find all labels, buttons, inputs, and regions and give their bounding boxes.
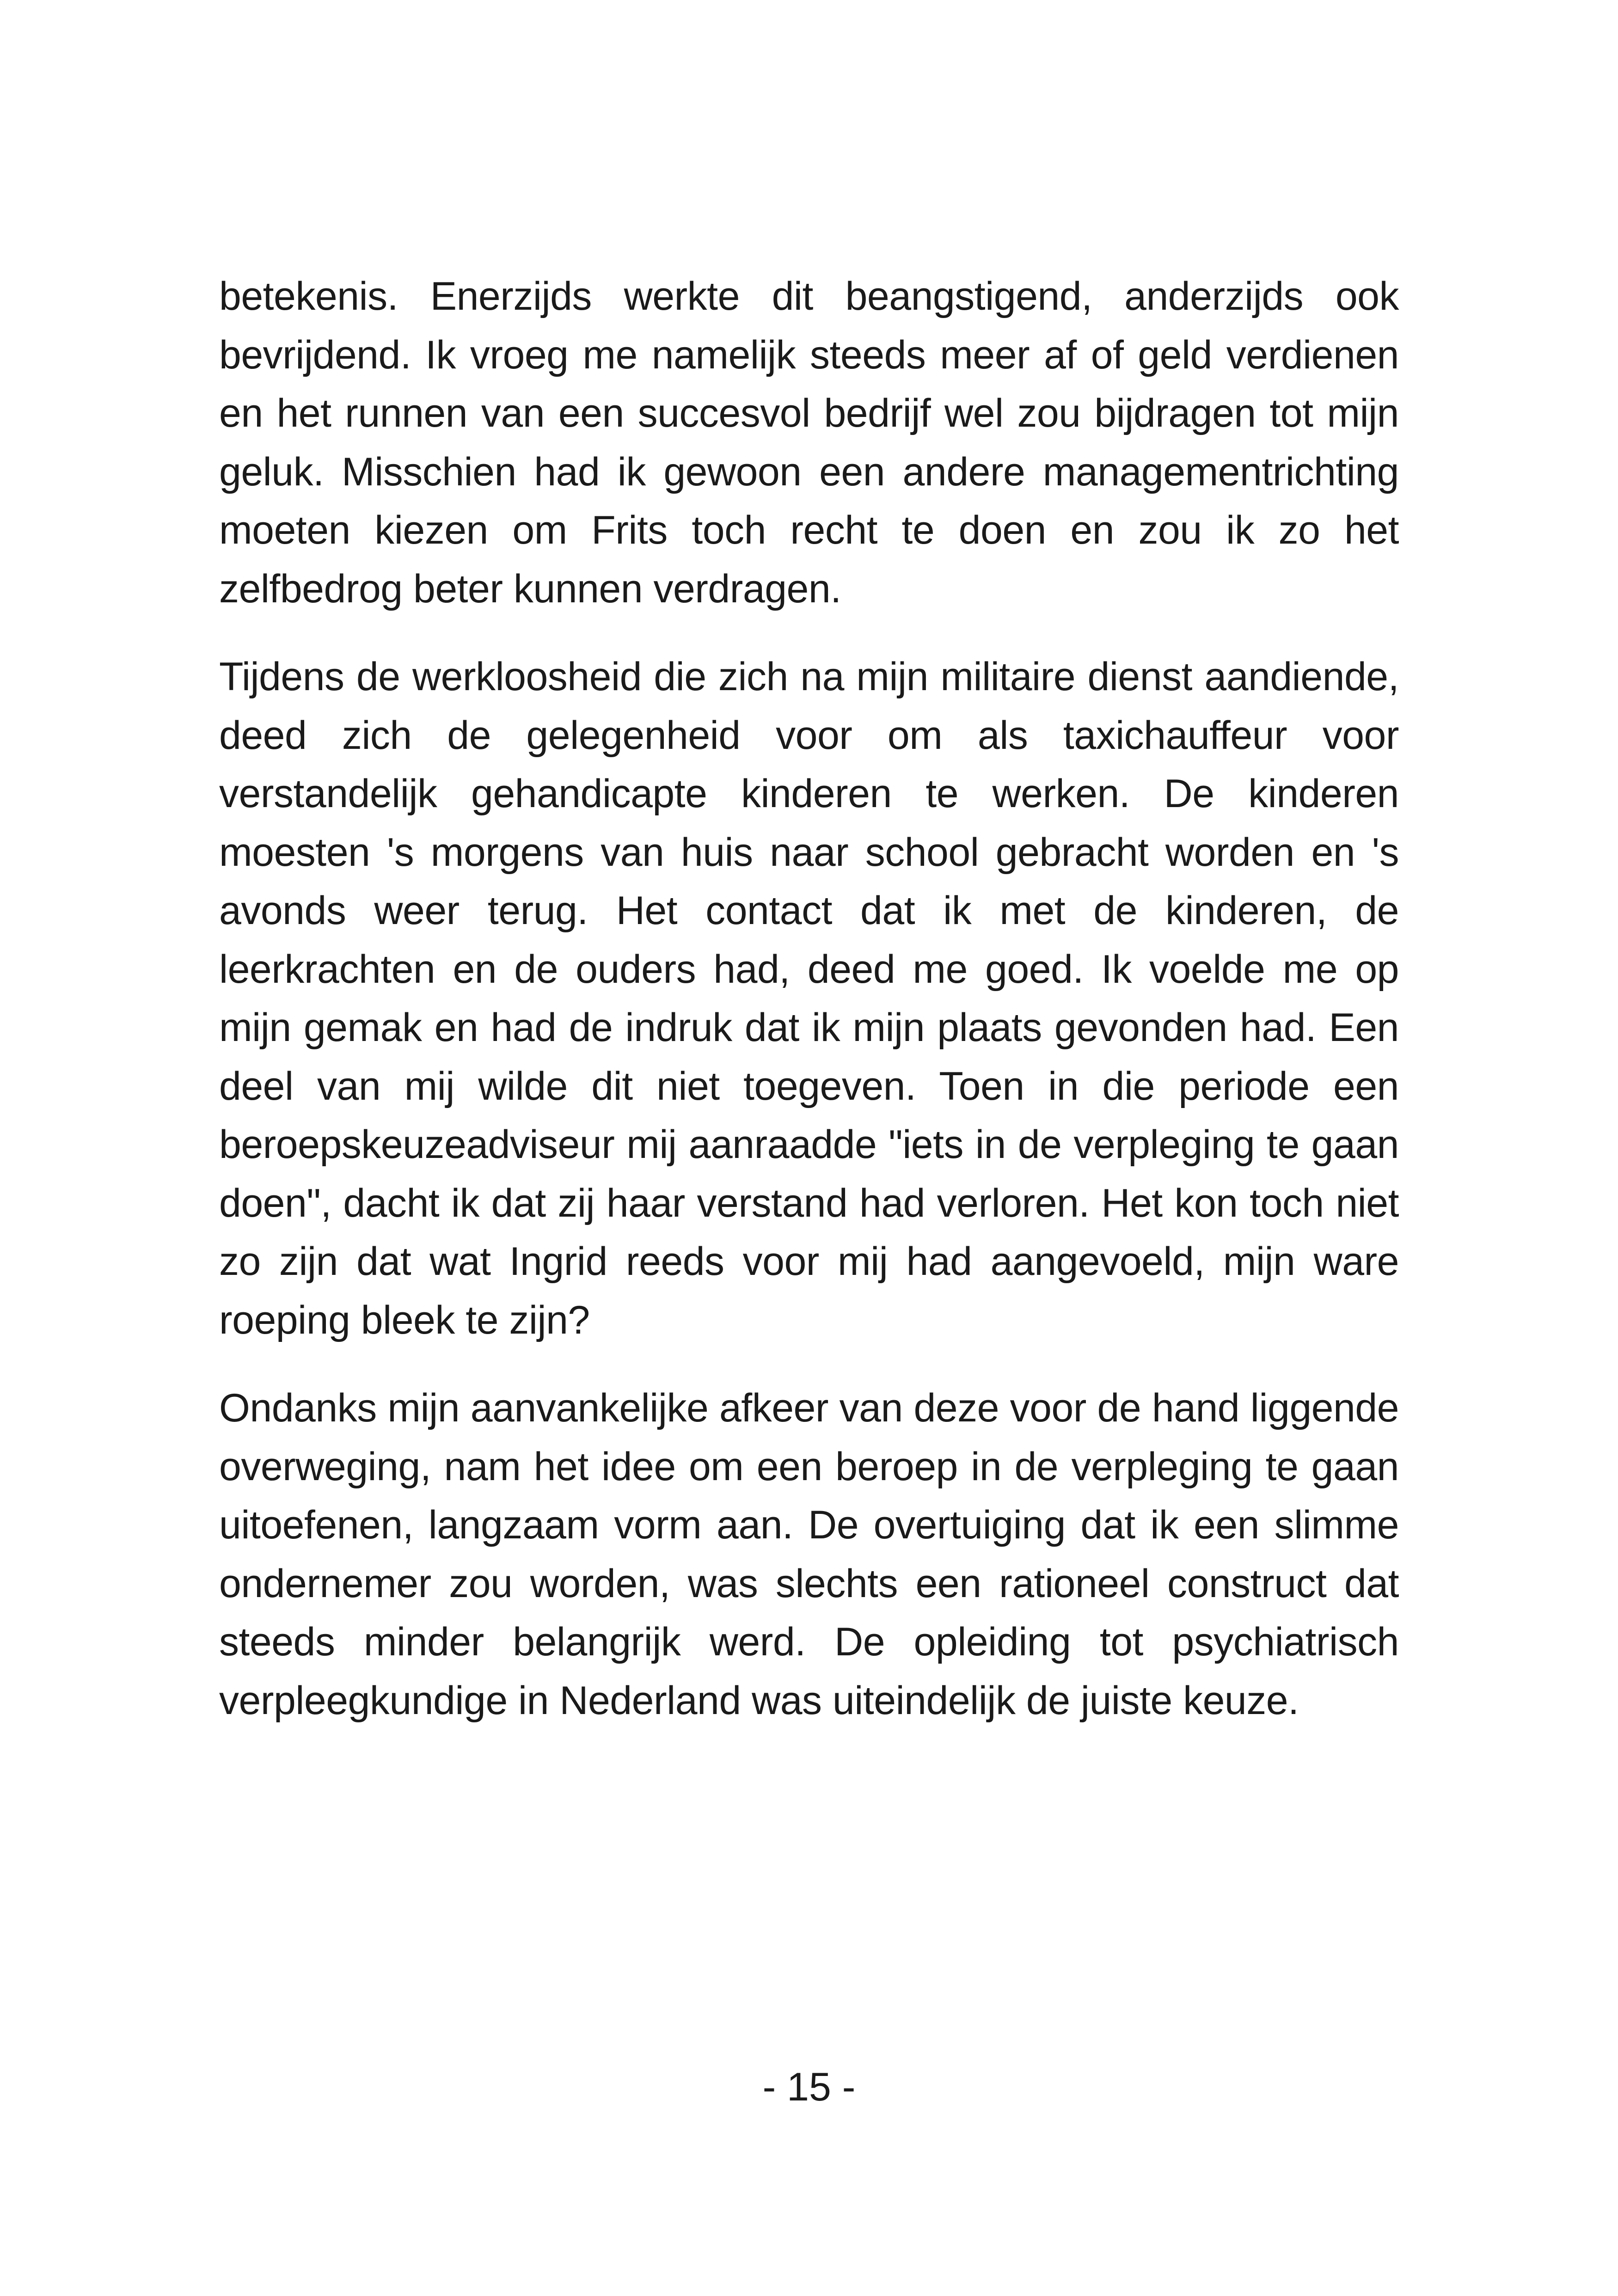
body-text xyxy=(219,267,1399,1759)
paragraph-3: Ondanks mijn aanvankelijke afkeer van deze voor de hand liggende overweging, nam het idee om een beroep in de verpleging te gaan uitoefenen, langzaam vorm aan. De overtuiging dat ik een slimme ondernemer zou worden, was slechts een rationeel construct dat steeds minder belangrijk werd. De opleiding tot psychiatrisch verpleegkundige in Nederland was uiteindelijk de juiste keuze. xyxy=(219,1386,1399,1723)
paragraph-1: betekenis. Enerzijds werkte dit beangstigend, anderzijds ook bevrijdend. Ik vroeg me namelijk steeds meer af of geld verdienen en het runnen van een succesvol bedrijf wel zou bijdragen tot mijn geluk. Misschien had ik gewoon een andere managementrichting moeten kiezen om Frits toch recht te doen en zou ik zo het zelfbedrog beter kunnen verdragen. xyxy=(219,274,1399,611)
paragraph-2: Tijdens de werkloosheid die zich na mijn militaire dienst aandiende, deed zich de gelegenheid voor om als taxichauffeur voor verstandelijk gehandicapte kinderen te werken. De kinderen moesten 's morgens van huis naar school gebracht worden en 's avonds weer terug. Het contact dat ik met de kinderen, de leerkrachten en de ouders had, deed me goed. Ik voelde me op mijn gemak en had de indruk dat ik mijn plaats gevonden had. Een deel van mij wilde dit niet toegeven. Toen in die periode een beroepskeuzeadviseur mij aanraadde "iets in de verpleging te gaan doen", dacht ik dat zij haar verstand had verloren. Het kon toch niet zo zijn dat wat Ingrid reeds voor mij had aangevoeld, mijn ware roeping bleek te zijn? xyxy=(219,655,1399,1342)
page-number: - 15 - xyxy=(762,2065,856,2109)
